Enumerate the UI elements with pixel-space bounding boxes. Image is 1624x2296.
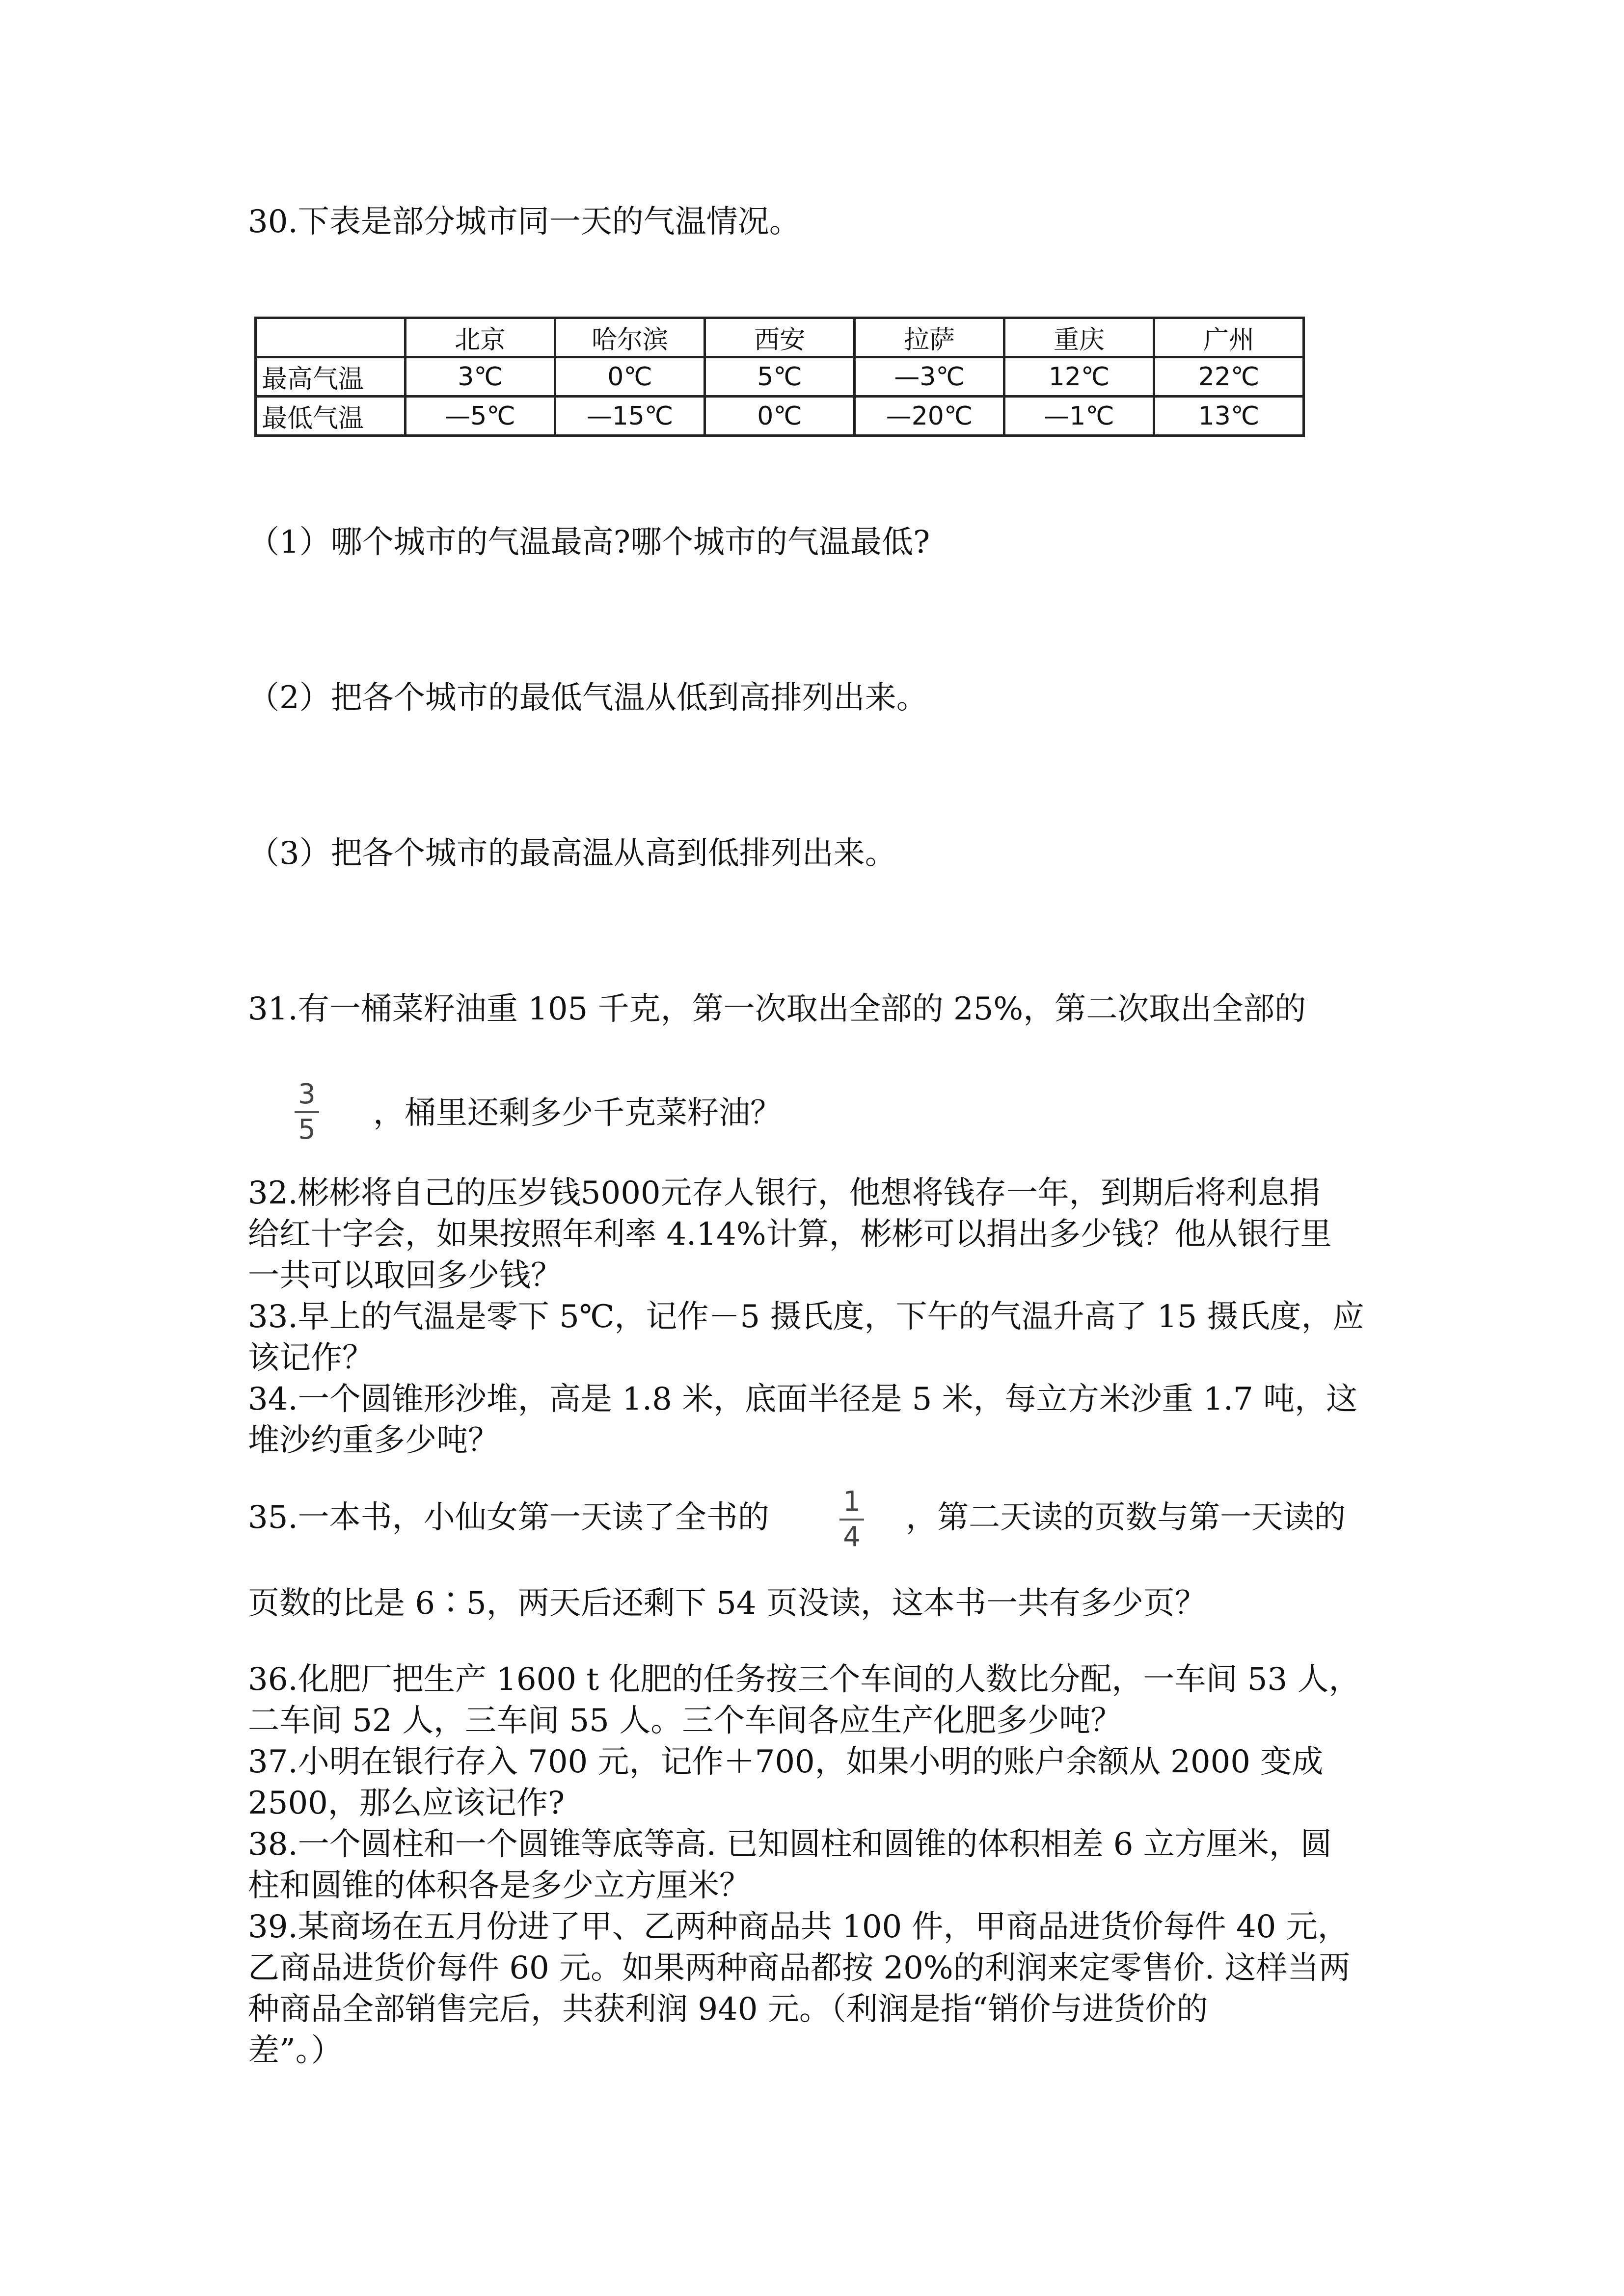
fraction-denominator: 5 (298, 1114, 316, 1146)
q39-line4: 差”。） (248, 2032, 343, 2069)
table-cell: 0℃ (555, 357, 705, 397)
table-cell: 5℃ (705, 357, 855, 397)
q36-line1: 36.化肥厂把生产 1600 t 化肥的任务按三个车间的人数比分配，一车间 53 人， (248, 1661, 1360, 1698)
fraction-numerator: 3 (298, 1078, 316, 1110)
fraction-three-fifths (295, 1080, 319, 1145)
table-cell: 13℃ (1154, 397, 1304, 436)
table-header-row (256, 318, 1304, 357)
q30-sub3: （3）把各个城市的最高温从高到低排列出来。 (248, 835, 896, 872)
table-corner-cell (256, 318, 406, 357)
city-header: 重庆 (1004, 318, 1154, 357)
q32-line2: 给红十字会，如果按照年利率 4.14%计算，彬彬可以捐出多少钱？他从银行里 (248, 1216, 1332, 1253)
fraction-numerator: 1 (843, 1486, 861, 1518)
fraction-one-quarter (839, 1487, 864, 1552)
table-cell: 12℃ (1004, 357, 1154, 397)
city-header: 拉萨 (855, 318, 1004, 357)
q31-line1: 31.有一桶菜籽油重 105 千克，第一次取出全部的 25%，第二次取出全部的 (248, 991, 1306, 1027)
q37-line1: 37.小明在银行存入 700 元，记作＋700，如果小明的账户余额从 2000 变成 (248, 1744, 1324, 1780)
q37-line2: 2500，那么应该记作? (248, 1785, 565, 1821)
row-label-high: 最高气温 (256, 357, 406, 397)
table-cell: —3℃ (855, 357, 1004, 397)
table-cell: —15℃ (555, 397, 705, 436)
q33-line2: 该记作？ (248, 1340, 374, 1376)
q30-sub1: （1）哪个城市的气温最高?哪个城市的气温最低? (248, 524, 930, 561)
q30-sub2: （2）把各个城市的最低气温从低到高排列出来。 (248, 680, 928, 716)
city-header: 广州 (1154, 318, 1304, 357)
table-cell: —20℃ (855, 397, 1004, 436)
temperature-table-wrapper (254, 317, 1305, 437)
row-label-low: 最低气温 (256, 397, 406, 436)
q34-line1: 34.一个圆锥形沙堆，高是 1.8 米，底面半径是 5 米，每立方米沙重 1.7 吨，这 (248, 1381, 1358, 1417)
fraction-bar (295, 1111, 319, 1113)
city-header: 北京 (406, 318, 555, 357)
q33-line1: 33.早上的气温是零下 5℃，记作－5 摄氏度，下午的气温升高了 15 摄氏度，应 (248, 1299, 1364, 1335)
q35-line1b: ，第二天读的页数与第一天读的 (906, 1499, 1346, 1536)
q39-line2: 乙商品进货价每件 60 元。如果两种商品都按 20%的利润来定零售价. 这样当两 (248, 1950, 1351, 1986)
q30-title: 30.下表是部分城市同一天的气温情况。 (248, 204, 801, 240)
city-header: 哈尔滨 (555, 318, 705, 357)
q39-line1: 39.某商场在五月份进了甲、乙两种商品共 100 件，甲商品进货价每件 40 元， (248, 1909, 1349, 1945)
temperature-table (254, 317, 1305, 437)
q35-line1a: 35.一本书，小仙女第一天读了全书的 (248, 1499, 769, 1536)
table-cell: 0℃ (705, 397, 855, 436)
table-cell: —1℃ (1004, 397, 1154, 436)
city-header: 西安 (705, 318, 855, 357)
table-cell: 3℃ (406, 357, 555, 397)
table-cell: —5℃ (406, 397, 555, 436)
q34-line2: 堆沙约重多少吨？ (248, 1422, 499, 1459)
q38-line2: 柱和圆锥的体积各是多少立方厘米？ (248, 1868, 751, 1904)
table-row (256, 357, 1304, 397)
fraction-denominator: 4 (843, 1521, 861, 1553)
q32-line1: 32.彬彬将自己的压岁钱5000元存人银行，他想将钱存一年，到期后将利息捐 (248, 1175, 1321, 1211)
q35-line2: 页数的比是 6∶5，两天后还剩下 54 页没读，这本书一共有多少页？ (248, 1585, 1206, 1622)
table-cell: 22℃ (1154, 357, 1304, 397)
table-row (256, 397, 1304, 436)
q39-line3: 种商品全部销售完后，共获利润 940 元。（利润是指“销价与进货价的 (248, 1991, 1208, 2028)
q38-line1: 38.一个圆柱和一个圆锥等底等高. 已知圆柱和圆锥的体积相差 6 立方厘米，圆 (248, 1826, 1332, 1863)
fraction-bar (839, 1519, 864, 1521)
q32-line3: 一共可以取回多少钱？ (248, 1257, 562, 1294)
q31-line2: ，桶里还剩多少千克菜籽油？ (373, 1095, 782, 1131)
q36-line2: 二车间 52 人，三车间 55 人。三个车间各应生产化肥多少吨？ (248, 1703, 1122, 1739)
